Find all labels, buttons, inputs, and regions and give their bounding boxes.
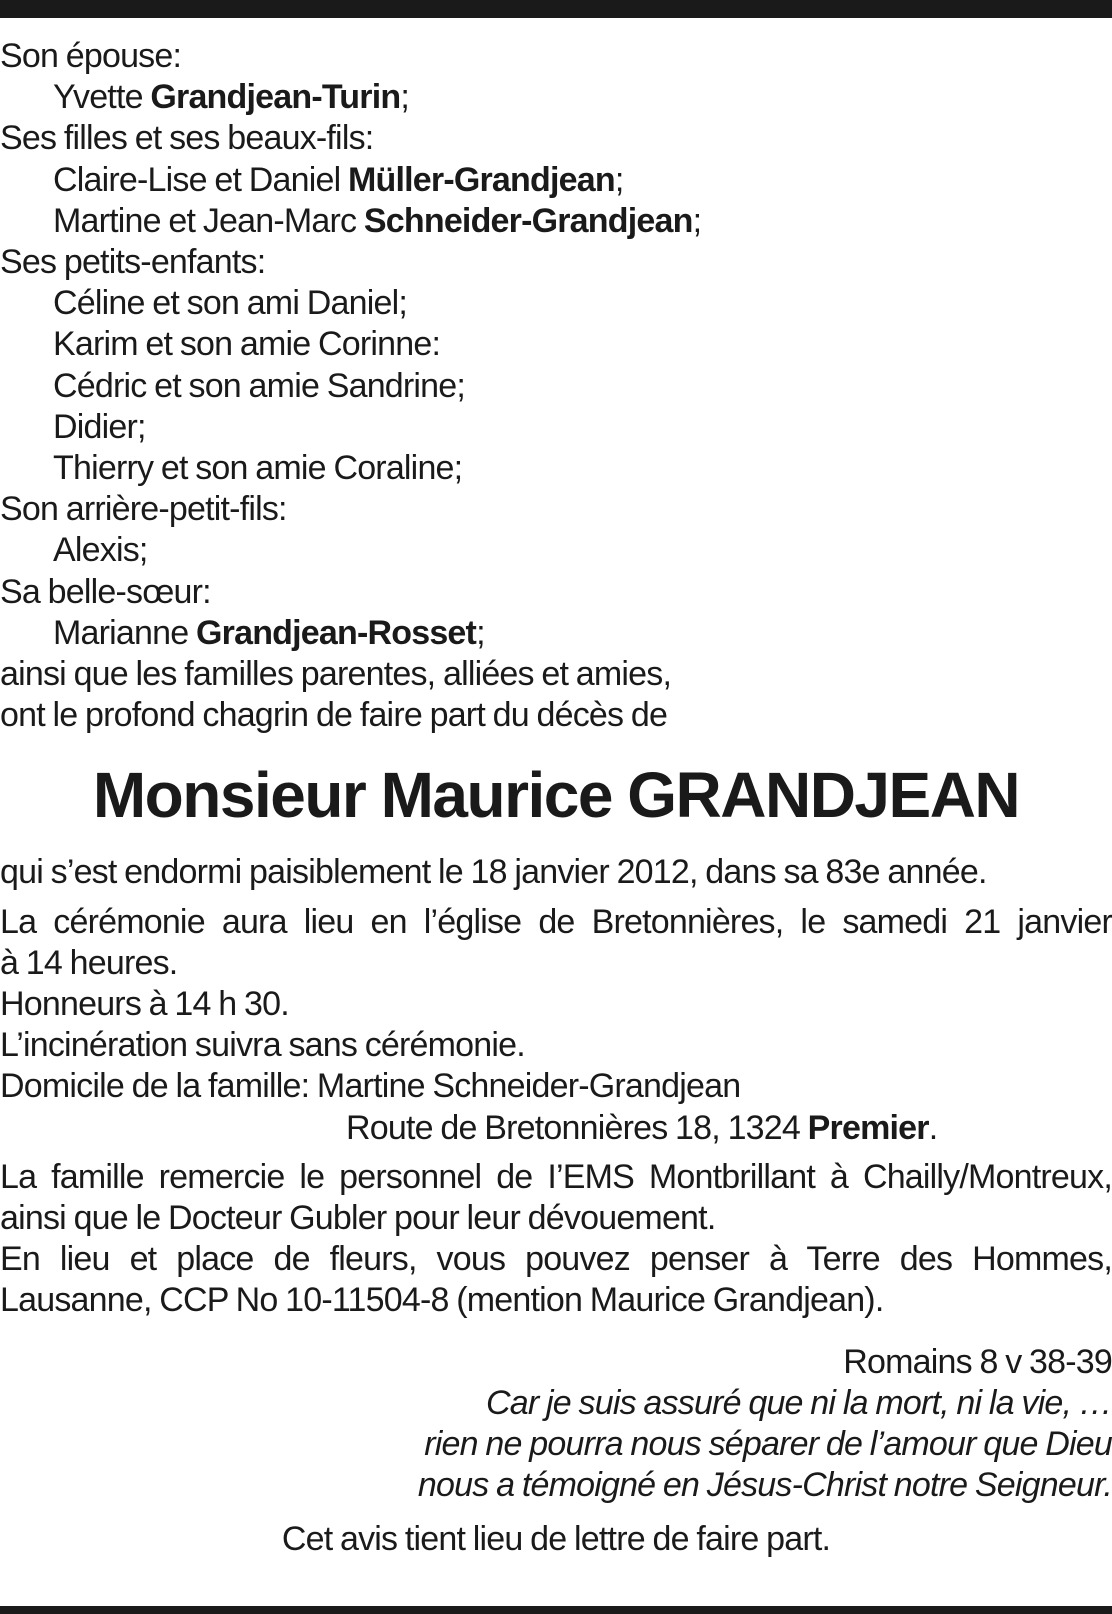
couple-1-surname: Müller-Grandjean bbox=[348, 160, 615, 199]
domicile-line: Domicile de la famille: Martine Schneider-Grandjean bbox=[0, 1067, 741, 1106]
scripture-verse-line: rien ne pourra nous séparer de l’amour que Dieu bbox=[424, 1425, 1112, 1464]
closing-line: Cet avis tient lieu de lettre de faire part. bbox=[281, 1519, 831, 1558]
sister-in-law-first-name: Marianne bbox=[53, 613, 189, 652]
couple-2-surname: Schneider-Grandjean bbox=[363, 201, 693, 240]
ceremony-line-2: à 14 heures. bbox=[0, 943, 178, 982]
announcement-line: ont le profond chagrin de faire part du décès de bbox=[0, 696, 668, 735]
address-line: Route de Bretonnières 18, 1324 Premier. bbox=[346, 1108, 938, 1147]
grandchild-item: Cédric et son amie Sandrine; bbox=[53, 366, 466, 405]
bottom-rule bbox=[0, 1606, 1112, 1614]
great-grandson-heading: Son arrière-petit-fils: bbox=[0, 490, 287, 529]
deceased-name: Monsieur Maurice GRANDJEAN bbox=[92, 759, 1020, 832]
scripture-verse-line: Car je suis assuré que ni la mort, ni la vie, … bbox=[485, 1383, 1112, 1422]
grandchild-item: Thierry et son amie Coraline; bbox=[53, 449, 463, 488]
sister-in-law-heading: Sa belle-sœur: bbox=[0, 572, 211, 611]
spouse-heading: Son épouse: bbox=[0, 37, 182, 75]
ceremony-line-1: La cérémonie aura lieu en l’église de Bretonnières, le samedi 21 janvier bbox=[0, 902, 1112, 941]
scripture-reference: Romains 8 v 38-39 bbox=[843, 1342, 1112, 1381]
sister-in-law-line: Marianne Grandjean-Rosset; bbox=[53, 613, 485, 652]
donation-line-1: En lieu et place de fleurs, vous pouvez penser à Terre des Hommes, bbox=[0, 1240, 1112, 1279]
families-line: ainsi que les familles parentes, alliées et amies, bbox=[0, 655, 672, 694]
spouse-first-name: Yvette bbox=[53, 78, 143, 117]
donation-line-2: Lausanne, CCP No 10-11504-8 (mention Maurice Grandjean). bbox=[0, 1281, 884, 1320]
grandchild-item: Céline et son ami Daniel; bbox=[53, 284, 407, 323]
thanks-line-1: La famille remercie le personnel de I’EMS Montbrillant à Chailly/Montreux, bbox=[0, 1157, 1112, 1196]
honours-line: Honneurs à 14 h 30. bbox=[0, 985, 289, 1024]
obituary-notice bbox=[0, 36, 1112, 1560]
grandchildren-heading: Ses petits-enfants: bbox=[0, 243, 266, 282]
couple-2-line: Martine et Jean-Marc Schneider-Grandjean; bbox=[53, 201, 702, 240]
top-rule bbox=[0, 0, 1112, 18]
grandchild-item: Karim et son amie Corinne: bbox=[53, 325, 441, 364]
couple-1-names: Claire-Lise et Daniel bbox=[53, 160, 341, 199]
sister-in-law-surname: Grandjean-Rosset bbox=[196, 613, 477, 652]
couple-1-line: Claire-Lise et Daniel Müller-Grandjean; bbox=[53, 160, 624, 199]
great-grandson: Alexis; bbox=[53, 531, 148, 570]
scripture-verse-line: nous a témoigné en Jésus-Christ notre Seigneur. bbox=[417, 1466, 1112, 1505]
spouse-line: Yvette Grandjean-Turin; bbox=[53, 78, 409, 117]
grandchild-item: Didier; bbox=[53, 407, 146, 446]
passed-line: qui s’est endormi paisiblement le 18 janvier 2012, dans sa 83e année. bbox=[0, 853, 987, 892]
address-place: Premier bbox=[807, 1108, 929, 1147]
incineration-line: L’incinération suivra sans cérémonie. bbox=[0, 1026, 525, 1065]
daughters-heading: Ses filles et ses beaux-fils: bbox=[0, 119, 374, 158]
thanks-line-2: ainsi que le Docteur Gubler pour leur dévouement. bbox=[0, 1199, 716, 1238]
spouse-surname: Grandjean-Turin bbox=[150, 78, 401, 117]
couple-2-names: Martine et Jean-Marc bbox=[53, 201, 357, 240]
address-street: Route de Bretonnières 18, 1324 bbox=[346, 1108, 801, 1147]
